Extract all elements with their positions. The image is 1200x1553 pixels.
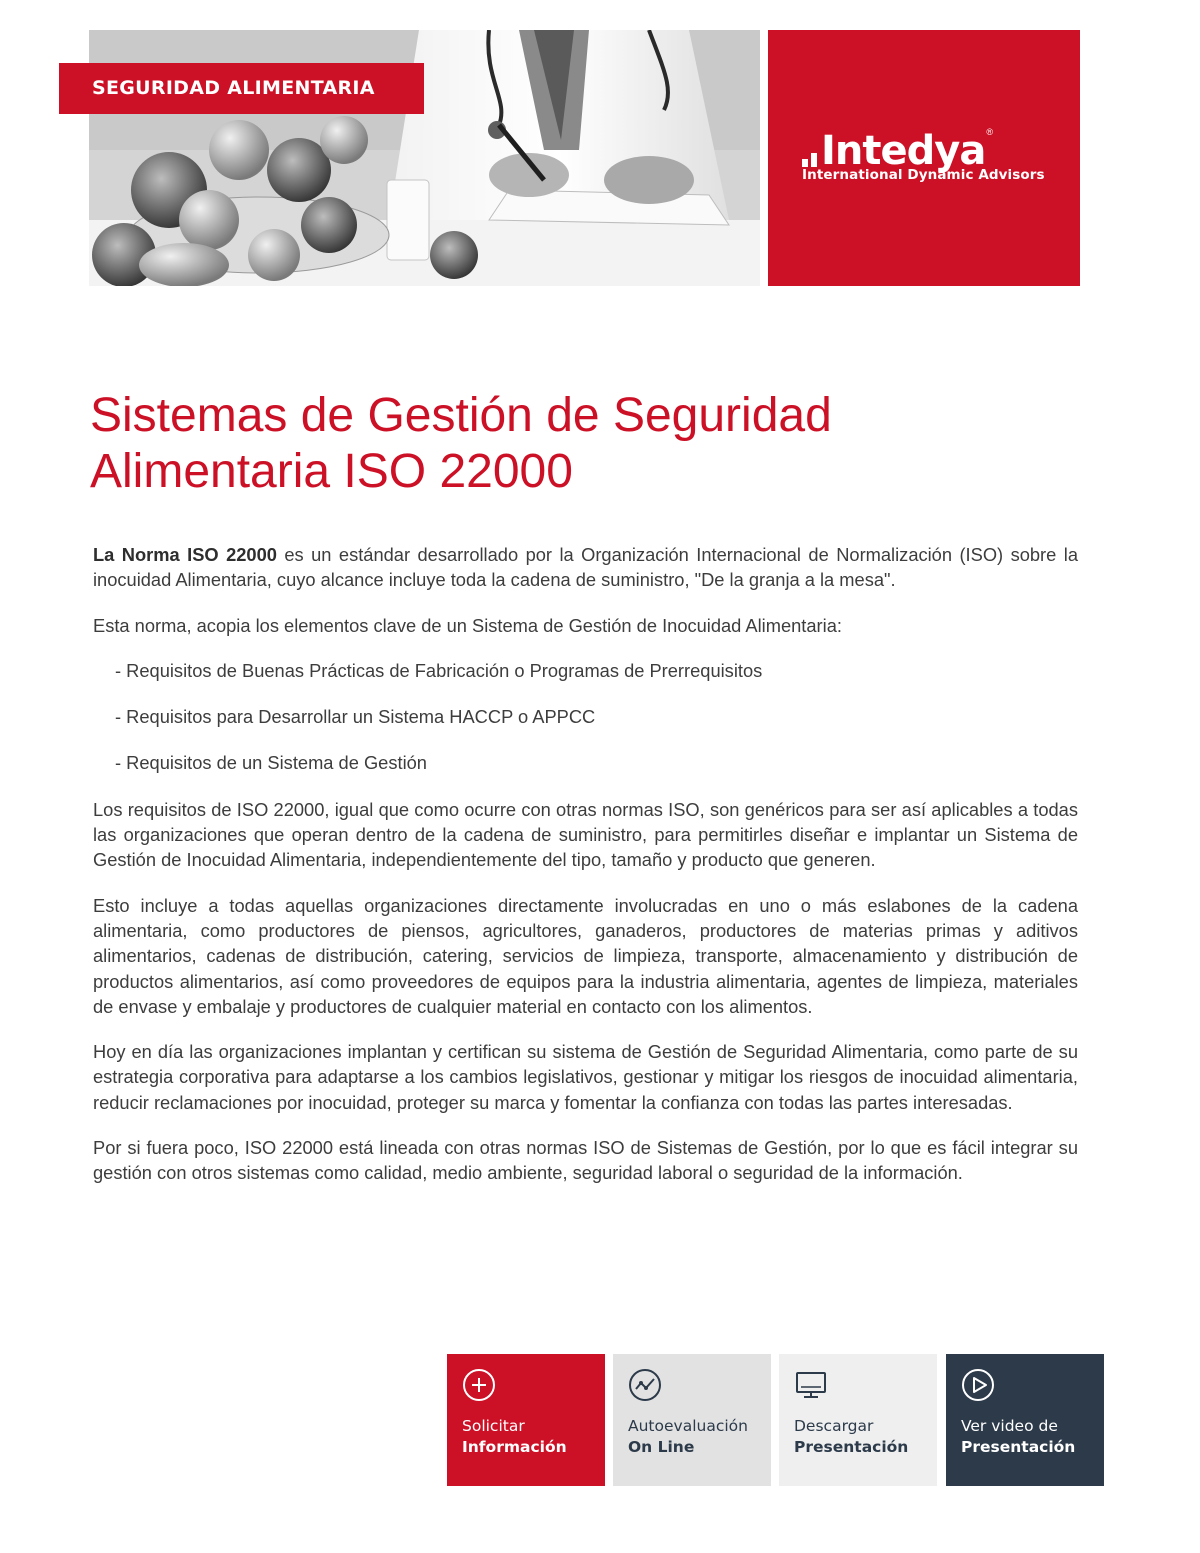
title-line-2: Alimentaria ISO 22000 (90, 445, 573, 498)
play-circle-icon (961, 1368, 995, 1402)
title-line-1: Sistemas de Gestión de Seguridad (90, 389, 832, 442)
brand-name: Intedya (821, 128, 986, 174)
download-presentation-button[interactable] (779, 1354, 937, 1486)
cta-label-top: Descargar (794, 1417, 874, 1435)
intro-bold: La Norma ISO 22000 (93, 544, 277, 565)
cta-label-bottom: On Line (628, 1438, 695, 1456)
paragraph-5: Hoy en día las organizaciones implantan y certifican su sistema de Gestión de Seguridad Alimentaria, como parte de su estrategia corporativa para adaptarse a los cambios legislativos, gestionar y mitigar los riesgos de inocuidad alimentaria, reducir reclamaciones por inocuidad, proteger su marca y fomentar la confianza con todas las partes interesadas. (93, 1041, 1078, 1113)
paragraph-3: Los requisitos de ISO 22000, igual que como ocurre con otras normas ISO, son genéricos para ser así aplicables a todas las organizaciones que operan dentro de la cadena de suministro, para permitirles diseñar e implantar un Sistema de Gestión de Inocuidad Alimentaria, independientemente del tipo, tamaño y producto que generen. (93, 798, 1078, 871)
cta-row (447, 1354, 1104, 1486)
request-info-button[interactable] (447, 1354, 605, 1486)
plus-circle-icon (462, 1368, 496, 1402)
bullet-item: - Requisitos de un Sistema de Gestión (115, 752, 427, 774)
paragraph-6: Por si fuera poco, ISO 22000 está lineada con otras normas ISO de Sistemas de Gestión, por lo que es fácil integrar su gestión con otros sistemas como calidad, medio ambiente, seguridad laboral o seguridad de la información. (93, 1137, 1078, 1184)
cta-label-top: Solicitar (462, 1417, 525, 1435)
bullet-item: - Requisitos de Buenas Prácticas de Fabricación o Programas de Prerrequisitos (115, 659, 763, 681)
page-title (90, 388, 1090, 500)
intedya-logo (802, 127, 993, 174)
brand-tagline: International Dynamic Advisors (802, 167, 1045, 183)
intro-paragraph (93, 542, 1078, 593)
cta-label-bottom: Presentación (794, 1438, 909, 1456)
watch-video-button[interactable] (946, 1354, 1104, 1486)
cta-label-top: Ver video de (961, 1417, 1058, 1435)
self-assessment-button[interactable] (613, 1354, 771, 1486)
body-content (93, 542, 1078, 1206)
intro-text: es un estándar desarrollado por la Organización Internacional de Normalización (ISO) sobre la inocuidad Alimentaria, cuyo alcance incluye toda la cadena de suministro, "De la granja a la mesa". (93, 544, 1078, 591)
section-tag: SEGURIDAD ALIMENTARIA (59, 63, 424, 114)
brand-panel (768, 30, 1080, 286)
paragraph-4: Esto incluye a todas aquellas organizaciones directamente involucradas en uno o más eslabones de la cadena alimentaria, como productores de piensos, agricultores, ganaderos, productores de materias primas y aditivos alimentarios, cadenas de distribución, catering, servicios de limpieza, transporte, almacenamiento y distribución de productos alimentarios, así como proveedores de equipos para la industria alimentaria, agentes de limpieza, materiales de envase y embalaje y productores de cualquier material en contacto con los alimentos. (93, 894, 1078, 1017)
registered-mark: ® (986, 127, 993, 137)
paragraph-2: Esta norma, acopia los elementos clave de un Sistema de Gestión de Inocuidad Alimentaria: (93, 614, 842, 636)
cta-label-top: Autoevaluación (628, 1417, 748, 1435)
monitor-icon (794, 1368, 828, 1402)
chart-circle-icon (628, 1368, 662, 1402)
cta-label-bottom: Información (462, 1438, 567, 1456)
cta-label-bottom: Presentación (961, 1438, 1076, 1456)
bullet-item: - Requisitos para Desarrollar un Sistema HACCP o APPCC (115, 706, 596, 728)
